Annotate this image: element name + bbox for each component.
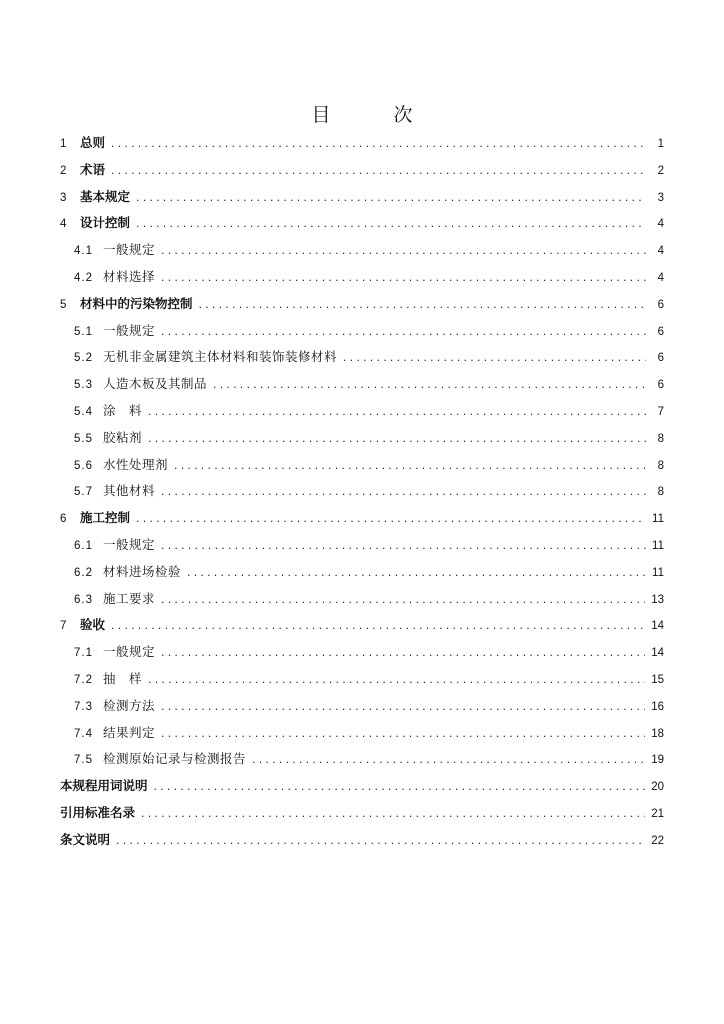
toc-leader-dots <box>252 747 645 774</box>
toc-entry-label: 总则 <box>80 135 106 150</box>
toc-entry-label: 人造木板及其制品 <box>103 376 208 392</box>
toc-entry-number: 5 <box>60 298 68 311</box>
toc-entry[interactable] <box>60 157 664 184</box>
toc-entry-number: 5.4 <box>74 405 93 418</box>
toc-leader-dots <box>136 185 646 212</box>
toc-entry-label: 验收 <box>80 617 106 633</box>
toc-entry[interactable] <box>60 344 664 371</box>
toc-leader-dots <box>136 506 646 533</box>
toc-entry-number: 7 <box>60 620 68 633</box>
toc-entry-number: 2 <box>60 164 68 177</box>
toc-entry-page: 2 <box>657 164 664 177</box>
toc-entry-page: 19 <box>651 754 664 767</box>
toc-entry-page: 20 <box>651 781 664 794</box>
toc-entry[interactable] <box>60 184 664 211</box>
toc-entry-page: 11 <box>652 513 664 526</box>
toc-leader-dots <box>111 158 646 185</box>
toc-leader-dots <box>161 479 646 506</box>
toc-entry-number: 4.2 <box>74 271 93 284</box>
toc-entry-number: 4.1 <box>74 245 93 258</box>
toc-entry-page: 1 <box>657 138 664 150</box>
toc-entry-page: 6 <box>657 325 664 338</box>
toc-leader-dots <box>161 640 645 667</box>
toc-entry[interactable] <box>60 237 664 264</box>
toc-leader-dots <box>161 238 646 265</box>
toc-leader-dots <box>148 667 645 694</box>
toc-entry[interactable] <box>60 827 664 854</box>
toc-entry-number: 7.4 <box>74 727 93 740</box>
toc-entry-label: 无机非金属建筑主体材料和装饰装修材料 <box>103 349 338 365</box>
toc-leader-dots <box>111 613 645 640</box>
toc-leader-dots <box>161 265 646 292</box>
toc-entry-page: 8 <box>657 486 664 499</box>
toc-entry[interactable] <box>60 666 664 693</box>
toc-entry-number: 7.2 <box>74 673 93 686</box>
toc-entry-label: 施工控制 <box>80 510 131 526</box>
toc-entry-page: 22 <box>651 834 664 847</box>
toc-entry-number: 5.6 <box>74 459 93 472</box>
toc-entry-number: 7.5 <box>74 754 93 767</box>
toc-entry-label: 结果判定 <box>103 724 156 740</box>
toc-entry-page: 3 <box>657 191 664 204</box>
toc-entry-label: 检测原始记录与检测报告 <box>103 751 247 767</box>
toc-leader-dots <box>161 533 646 560</box>
toc-entry-number: 5.3 <box>74 379 93 392</box>
toc-entry[interactable] <box>60 693 664 720</box>
toc-entry-page: 7 <box>657 405 664 418</box>
toc-leader-dots <box>343 345 646 372</box>
toc-entry-label: 一般规定 <box>103 536 156 552</box>
toc-entry-label: 检测方法 <box>103 697 156 713</box>
toc-entry-label: 材料选择 <box>103 268 156 284</box>
toc-leader-dots <box>154 774 646 801</box>
toc-entry-label: 条文说明 <box>60 831 111 847</box>
toc-leader-dots <box>116 828 645 855</box>
toc-leader-dots <box>174 453 646 480</box>
toc-entry-page: 4 <box>657 218 664 231</box>
toc-entry[interactable] <box>60 452 664 479</box>
toc-entry-label: 一般规定 <box>103 242 156 258</box>
toc-entry-page: 6 <box>657 379 664 392</box>
toc-entry[interactable] <box>60 371 664 398</box>
toc-title: 目 次 <box>311 104 435 126</box>
toc-entry[interactable] <box>60 612 664 639</box>
toc-entry-number: 1 <box>60 138 68 150</box>
toc-entry[interactable] <box>60 746 664 773</box>
toc-entry[interactable] <box>60 398 664 425</box>
toc-entry-page: 11 <box>652 566 664 579</box>
toc-entry-label: 水性处理剂 <box>103 456 169 472</box>
toc-entry-label: 引用标准名录 <box>60 804 136 820</box>
toc-entry[interactable] <box>60 291 664 318</box>
toc-entry-number: 5.7 <box>74 486 93 499</box>
toc-leader-dots <box>148 399 646 426</box>
toc-entry-label: 材料中的污染物控制 <box>80 295 193 311</box>
toc-entry-label: 本规程用词说明 <box>60 778 148 794</box>
toc-entry-page: 6 <box>657 352 664 365</box>
toc-entry-page: 13 <box>651 593 664 606</box>
toc-entry[interactable] <box>60 505 664 532</box>
toc-entry-label: 胶粘剂 <box>103 429 143 445</box>
toc-entry[interactable] <box>60 639 664 666</box>
toc-entry[interactable] <box>60 586 664 613</box>
toc-entry-page: 8 <box>657 432 664 445</box>
toc-entry-page: 8 <box>657 459 664 472</box>
toc-entry-number: 6.1 <box>74 539 93 552</box>
toc-entry-label: 设计控制 <box>80 215 131 231</box>
toc-entry-label: 一般规定 <box>103 644 156 660</box>
toc-entry-number: 6 <box>60 513 68 526</box>
toc-entry-number: 5.5 <box>74 432 93 445</box>
toc-entry-page: 16 <box>651 700 664 713</box>
toc-entry-label: 其他材料 <box>103 483 156 499</box>
toc-entry-label: 术语 <box>80 161 106 177</box>
toc-entry-label: 施工要求 <box>103 590 156 606</box>
toc-entry-label: 一般规定 <box>103 322 156 338</box>
toc-entry-number: 7.1 <box>74 647 93 660</box>
toc-list <box>60 130 664 854</box>
toc-entry-page: 4 <box>657 245 664 258</box>
toc-entry-page: 14 <box>651 647 664 660</box>
toc-entry-page: 4 <box>657 271 664 284</box>
toc-leader-dots <box>141 801 645 828</box>
toc-entry-label: 材料进场检验 <box>103 563 182 579</box>
toc-leader-dots <box>213 372 646 399</box>
toc-leader-dots <box>136 211 646 238</box>
toc-entry-page: 14 <box>651 620 664 633</box>
toc-entry[interactable] <box>60 210 664 237</box>
toc-entry-number: 7.3 <box>74 700 93 713</box>
toc-entry-page: 15 <box>651 673 664 686</box>
toc-entry[interactable] <box>60 559 664 586</box>
toc-entry-number: 5.1 <box>74 325 93 338</box>
toc-entry-number: 6.2 <box>74 566 93 579</box>
toc-entry[interactable] <box>60 800 664 827</box>
toc-entry-label: 涂 料 <box>103 402 143 418</box>
toc-leader-dots <box>161 694 645 721</box>
toc-leader-dots <box>161 721 645 748</box>
toc-leader-dots <box>199 292 646 319</box>
toc-entry-number: 3 <box>60 191 68 204</box>
toc-entry[interactable] <box>60 318 664 345</box>
toc-entry[interactable] <box>60 264 664 291</box>
toc-entry-page: 18 <box>651 727 664 740</box>
toc-entry[interactable] <box>60 130 664 157</box>
toc-entry-number: 6.3 <box>74 593 93 606</box>
toc-entry[interactable] <box>60 773 664 800</box>
toc-leader-dots <box>111 131 646 158</box>
toc-leader-dots <box>187 560 646 587</box>
toc-entry-label: 抽 样 <box>103 670 143 686</box>
toc-entry[interactable] <box>60 720 664 747</box>
toc-entry[interactable] <box>60 532 664 559</box>
toc-entry-page: 11 <box>652 539 664 552</box>
toc-entry-label: 基本规定 <box>80 188 131 204</box>
toc-entry-number: 5.2 <box>74 352 93 365</box>
toc-entry-number: 4 <box>60 218 68 231</box>
toc-entry[interactable] <box>60 478 664 505</box>
toc-leader-dots <box>148 426 646 453</box>
toc-entry-page: 21 <box>651 807 664 820</box>
toc-leader-dots <box>161 587 645 614</box>
toc-entry-page: 6 <box>657 298 664 311</box>
toc-entry[interactable] <box>60 425 664 452</box>
toc-leader-dots <box>161 319 646 346</box>
